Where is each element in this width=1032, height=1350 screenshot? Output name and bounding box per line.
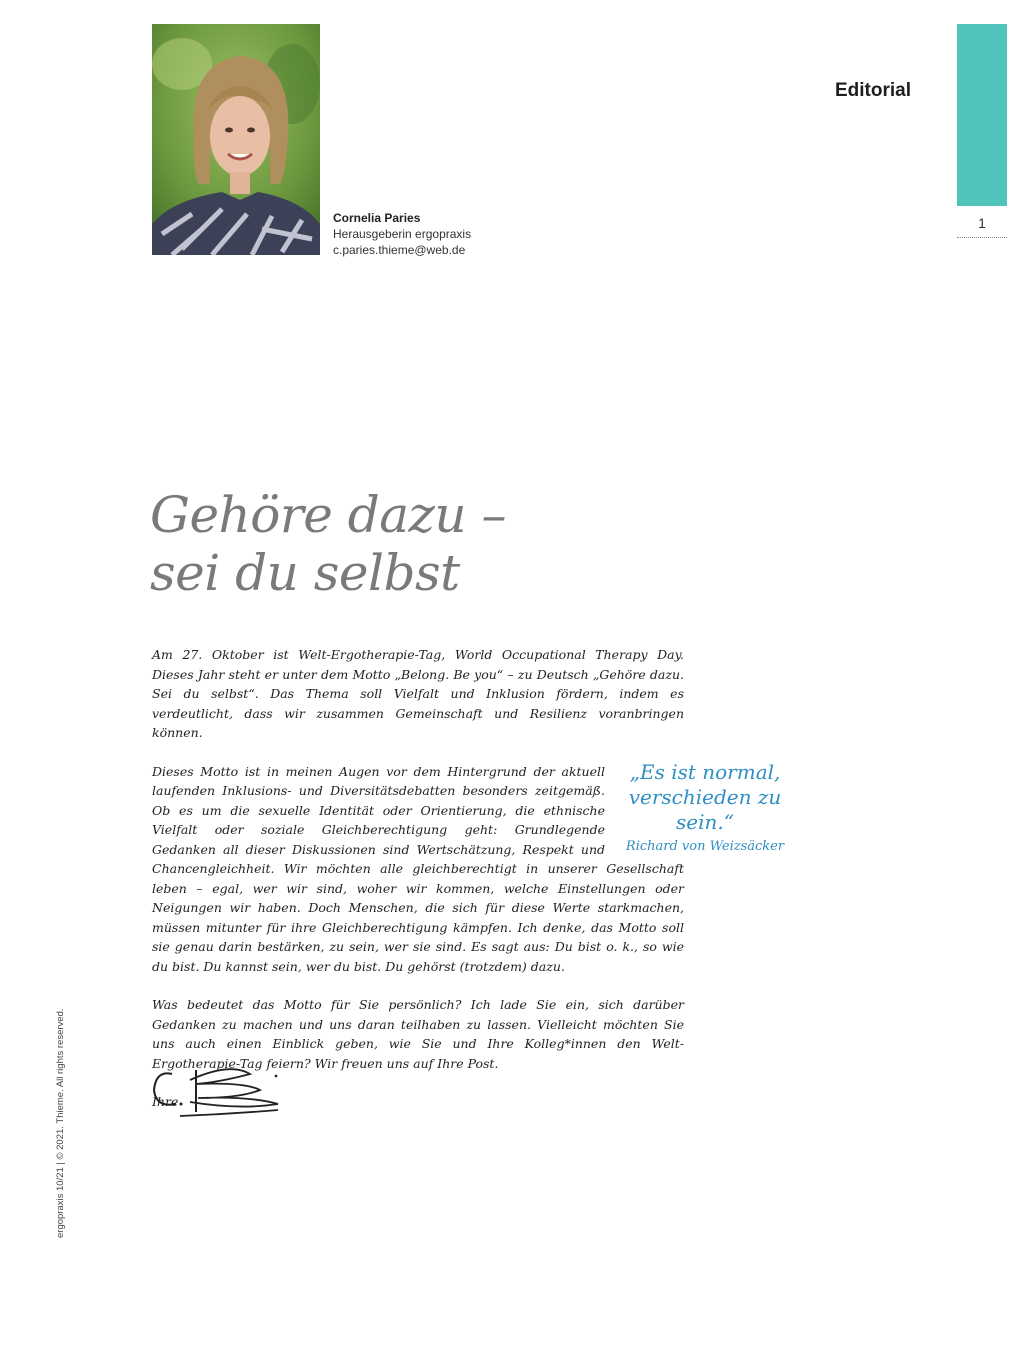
pull-quote: [615, 760, 795, 857]
closing: Ihre: [152, 1094, 179, 1109]
page-number: 1: [957, 215, 1007, 238]
author-name: Cornelia Paries: [333, 211, 421, 225]
author-photo: [152, 24, 320, 255]
article-body: [152, 645, 785, 1131]
page-title: [150, 486, 506, 602]
author-info: [333, 210, 471, 258]
pull-quote-text: „Es ist normal, verschieden zu sein.“: [628, 759, 782, 834]
title-line-2: sei du selbst: [150, 544, 460, 602]
paragraph: Dieses Motto ist in meinen Augen vor dem Hintergrund der aktuell laufenden Inklusions- und Diversitätsdebatten besonders zeitgemäß. Ob es um die sexuelle Identität oder Orientierung, die ethnische Vielfalt oder soziale Gleichberechtigung geht: Grundlegende Gedanken all dieser Diskussionen sind Wertschätzung, Respekt und Chancengleichheit. Wir möchten alle gleichberechtigt in unserer Gesellschaft leben – egal, wer wir sind, woher wir kommen, welche Einstellungen oder Neigungen wir haben. Doch Menschen, die sich für diese Werte starkmachen, müssen mitunter für ihre Gleichberechtigung kämpfen. Ich denke, das Motto soll sie genau darin bestärken, zu sein, wer sie sind. Es sagt aus: Du bist o. k., so wie du bist. Du kannst sein, wer du bist. Du gehörst (trotzdem) dazu.: [152, 763, 684, 974]
author-email[interactable]: c.paries.thieme@web.de: [333, 243, 466, 257]
paragraph: Am 27. Oktober ist Welt-Ergotherapie-Tag, World Occupational Therapy Day. Dieses Jahr steht er unter dem Motto „Belong. Be you“ – zu Deutsch „Gehöre dazu. Sei du selbst“. Das Thema soll Vielfalt und Inklusion fördern, indem es verdeutlicht, dass wir zusammen Gemeinschaft und Resilienz voranbringen können.: [152, 647, 684, 740]
paragraph: Was bedeutet das Motto für Sie persönlich? Ich lade Sie ein, sich darüber Gedanken zu machen und uns daran teilhaben zu lassen. Vielleicht möchten Sie uns auch einen Einblick geben, wie Sie und Ihre Kolleg*innen den Welt-Ergotherapie-Tag feiern? Wir freuen uns auf Ihre Post.: [152, 997, 684, 1071]
copyright-notice: ergopraxis 10/21 | © 2021. Thieme. All rights reserved.: [55, 1008, 66, 1238]
title-line-1: Gehöre dazu –: [150, 486, 506, 544]
section-label: Editorial: [834, 80, 911, 101]
pull-quote-author: Richard von Weizsäcker: [625, 838, 785, 854]
accent-bar: [957, 24, 1007, 206]
signature: [150, 1060, 290, 1122]
author-role: Herausgeberin ergopraxis: [333, 227, 472, 241]
